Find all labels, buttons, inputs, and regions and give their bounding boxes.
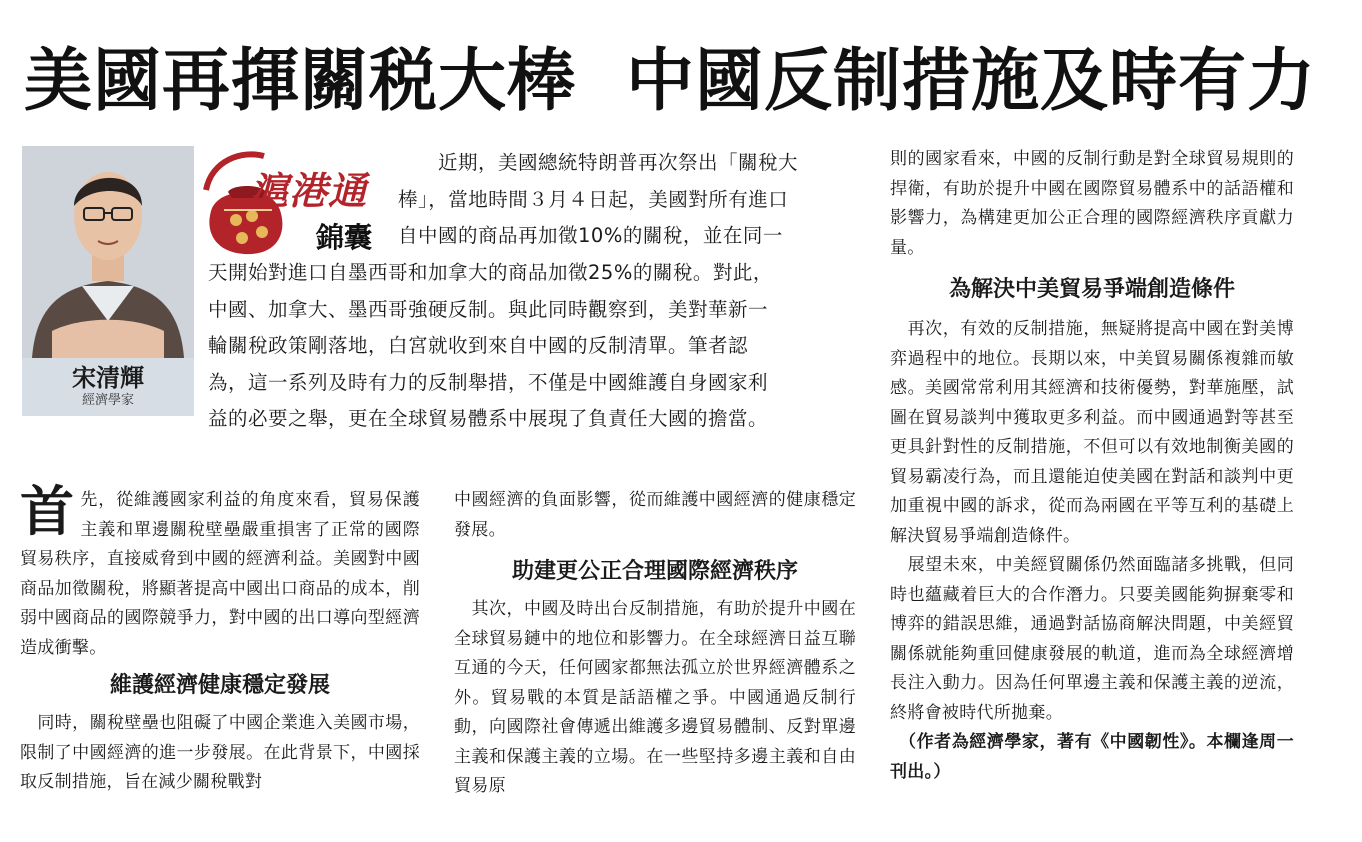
intro-line: 為，這一系列及時有力的反制舉措，不僅是中國維護自身國家利 [208, 370, 769, 394]
column-logo-subtitle: 錦囊 [316, 221, 373, 254]
intro-line: 益的必要之舉，更在全球貿易體系中展現了負責任大國的擔當。 [208, 407, 769, 430]
column-3 [890, 145, 1294, 787]
headline-part1: 美國再揮關税大棒 [24, 41, 577, 121]
col1-paragraph-2: 同時，關稅壁壘也阻礙了中國企業進入美國市場，限制了中國經濟的進一步發展。在此背景下，中國採取反制措施，旨在減少關稅戰對 [20, 713, 420, 792]
intro-line: 中國、加拿大、墨西哥強硬反制。與此同時觀察到，美對華新一 [208, 297, 769, 321]
col2-subheading: 助建更公正合理國際經濟秩序 [511, 559, 798, 584]
intro-line: 自中國的商品再加徵10%的關稅，並在同一 [398, 224, 783, 247]
col3-subheading: 為解決中美貿易爭端創造條件 [948, 277, 1235, 302]
intro-top [398, 145, 860, 255]
col2-paragraph-1: 中國經濟的負面影響，從而維護中國經濟的健康穩定發展。 [454, 490, 856, 540]
col1-paragraph-1: 首先，從維護國家利益的角度來看，貿易保護主義和單邊關稅壁壘嚴重損害了正常的國際貿易秩序，直接威脅到中國的經濟利益。美國對中國商品加徵關稅，將顯著提高中國出口商品的成本，削弱中國商品的國際競爭力，對中國的出口導向型經濟造成衝擊。 [20, 479, 420, 658]
author-title: 經濟學家 [81, 393, 134, 408]
column-1 [20, 479, 420, 798]
dropcap: 首 [20, 479, 75, 543]
author-box [22, 358, 194, 416]
author-portrait-icon [22, 146, 194, 358]
column-logo-title: 滬港通 [250, 168, 368, 213]
author-note: （作者為經濟學家，著有《中國韌性》。本欄逢周一刊出。） [890, 732, 1294, 782]
headline [24, 26, 1344, 136]
author-name: 宋清輝 [72, 364, 144, 392]
column-logo [202, 150, 392, 260]
intro-line: 近期，美國總統特朗普再次祭出「關稅大 [398, 151, 799, 174]
intro-bottom [208, 255, 860, 438]
intro-line: 棒」，當地時間３月４日起，美國對所有進口 [398, 187, 789, 211]
author-photo [22, 146, 194, 358]
col1-subheading: 維護經濟健康穩定發展 [109, 673, 330, 698]
col3-paragraph-2: 再次，有效的反制措施，無疑將提高中國在對美博弈過程中的地位。長期以來，中美貿易關係複雜而敏感。美國常常利用其經濟和技術優勢，對華施壓，試圖在貿易談判中獲取更多利益。而中國通過對等甚至更具針對性的反制措施，不但可以有效地制衡美國的貿易霸凌行為，而且還能迫使美國在對話和談判中更加重視中國的訴求，從而為兩國在平等互利的基礎上解決貿易爭端創造條件。 [890, 319, 1294, 546]
intro-line: 輪關稅政策剛落地，白宮就收到來自中國的反制清單。筆者認 [208, 334, 749, 357]
headline-part2: 中國反制措施及時有力 [626, 41, 1317, 121]
col3-paragraph-3: 展望未來，中美經貿關係仍然面臨諸多挑戰，但同時也蘊藏着巨大的合作潛力。只要美國能夠摒棄零和博弈的錯誤思維，通過對話協商解決問題，中美經貿關係就能夠重回健康發展的軌道，進而為全球經濟增長注入動力。因為任何單邊主義和保護主義的逆流，終將會被時代所拋棄。 [890, 555, 1294, 723]
intro-line: 天開始對進口自墨西哥和加拿大的商品加徵25%的關稅。對此， [208, 261, 773, 284]
col3-paragraph-1: 則的國家看來，中國的反制行動是對全球貿易規則的捍衛，有助於提升中國在國際貿易體系中的話語權和影響力，為構建更加公正合理的國際經濟秩序貢獻力量。 [890, 149, 1294, 258]
column-2 [454, 486, 856, 802]
col2-paragraph-2: 其次，中國及時出台反制措施，有助於提升中國在全球貿易鏈中的地位和影響力。在全球經濟日益互聯互通的今天，任何國家都無法孤立於世界經濟體系之外。貿易戰的本質是話語權之爭。中國通過反制行動，向國際社會傳遞出維護多邊貿易體制、反對單邊主義和保護主義的立場。在一些堅持多邊主義和自由貿易原 [454, 599, 856, 796]
